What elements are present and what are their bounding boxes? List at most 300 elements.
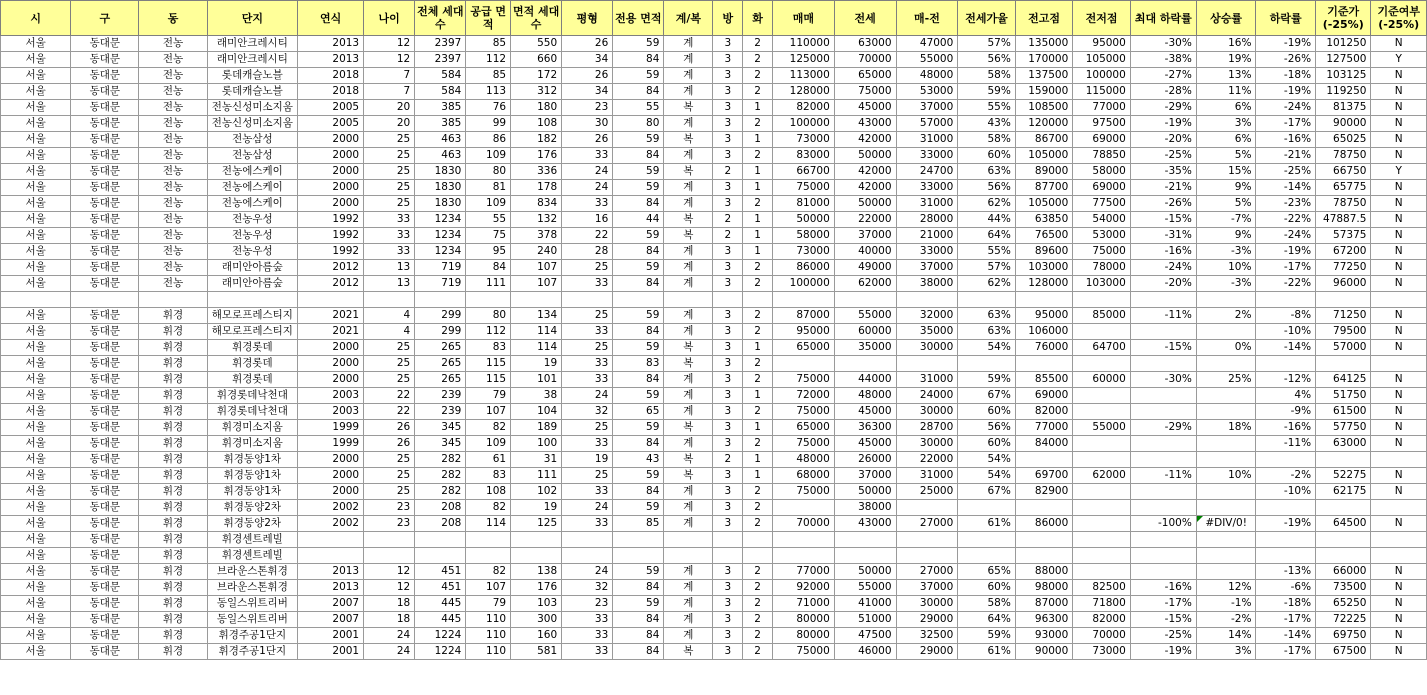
cell-jeonse-price[interactable]: 62000 bbox=[834, 276, 896, 292]
cell-si[interactable]: 서울 bbox=[1, 324, 71, 340]
cell-year-built[interactable]: 2000 bbox=[298, 180, 364, 196]
cell-baths[interactable]: 2 bbox=[743, 436, 773, 452]
cell-baths[interactable]: 2 bbox=[743, 36, 773, 52]
cell-age[interactable]: 18 bbox=[364, 612, 415, 628]
cell-si[interactable]: 서울 bbox=[1, 516, 71, 532]
cell-max-drop-rate[interactable]: -100% bbox=[1130, 516, 1196, 532]
cell-base-flag[interactable]: N bbox=[1371, 260, 1427, 276]
cell-year-built[interactable]: 2000 bbox=[298, 356, 364, 372]
cell-peak-price[interactable]: 89600 bbox=[1015, 244, 1073, 260]
cell-drop-rate[interactable]: -10% bbox=[1256, 324, 1316, 340]
cell-trough-price[interactable]: 71800 bbox=[1073, 596, 1131, 612]
cell-jeonse-price[interactable]: 45000 bbox=[834, 436, 896, 452]
cell-jeonse-ratio[interactable] bbox=[958, 356, 1016, 372]
cell-year-built[interactable]: 2007 bbox=[298, 612, 364, 628]
cell-sale-jeonse-gap[interactable]: 28700 bbox=[896, 420, 958, 436]
cell-total-households[interactable]: 719 bbox=[415, 260, 466, 276]
cell-supply-area[interactable]: 83 bbox=[466, 340, 511, 356]
cell-sale-jeonse-gap[interactable]: 31000 bbox=[896, 132, 958, 148]
cell-jeonse-price[interactable]: 35000 bbox=[834, 340, 896, 356]
cell-age[interactable]: 25 bbox=[364, 340, 415, 356]
cell-sale-jeonse-gap[interactable]: 29000 bbox=[896, 644, 958, 660]
cell-sale-jeonse-gap[interactable] bbox=[896, 532, 958, 548]
cell-age[interactable] bbox=[364, 292, 415, 308]
cell-supply-area[interactable] bbox=[466, 548, 511, 564]
cell-rise-rate[interactable] bbox=[1196, 404, 1256, 420]
cell-base-price[interactable]: 65775 bbox=[1316, 180, 1371, 196]
cell-rise-rate[interactable]: 5% bbox=[1196, 196, 1256, 212]
cell-gu[interactable]: 동대문 bbox=[71, 564, 139, 580]
cell-dong[interactable]: 휘경 bbox=[139, 596, 207, 612]
cell-total-households[interactable]: 1234 bbox=[415, 212, 466, 228]
cell-type[interactable]: 계 bbox=[664, 484, 713, 500]
cell-complex[interactable]: 휘경센트레빌 bbox=[207, 548, 298, 564]
cell-gu[interactable]: 동대문 bbox=[71, 52, 139, 68]
cell-pyeong[interactable]: 33 bbox=[562, 436, 613, 452]
cell-total-households[interactable]: 208 bbox=[415, 516, 466, 532]
cell-exclusive-area[interactable]: 59 bbox=[613, 228, 664, 244]
cell-drop-rate[interactable]: -18% bbox=[1256, 68, 1316, 84]
cell-pyeong[interactable]: 26 bbox=[562, 36, 613, 52]
cell-drop-rate[interactable]: -19% bbox=[1256, 36, 1316, 52]
cell-supply-area[interactable]: 80 bbox=[466, 308, 511, 324]
cell-year-built[interactable]: 2012 bbox=[298, 260, 364, 276]
cell-age[interactable]: 25 bbox=[364, 196, 415, 212]
cell-supply-area[interactable]: 80 bbox=[466, 164, 511, 180]
cell-gu[interactable]: 동대문 bbox=[71, 404, 139, 420]
cell-year-built[interactable]: 2013 bbox=[298, 580, 364, 596]
cell-area-households[interactable]: 108 bbox=[511, 116, 562, 132]
cell-jeonse-ratio[interactable]: 64% bbox=[958, 228, 1016, 244]
cell-si[interactable]: 서울 bbox=[1, 308, 71, 324]
cell-supply-area[interactable]: 76 bbox=[466, 100, 511, 116]
cell-sale-price[interactable]: 71000 bbox=[773, 596, 835, 612]
cell-jeonse-price[interactable]: 48000 bbox=[834, 388, 896, 404]
cell-max-drop-rate[interactable]: -38% bbox=[1130, 52, 1196, 68]
cell-dong[interactable]: 휘경 bbox=[139, 468, 207, 484]
cell-jeonse-price[interactable]: 26000 bbox=[834, 452, 896, 468]
cell-year-built[interactable]: 2001 bbox=[298, 628, 364, 644]
cell-base-price[interactable]: 65250 bbox=[1316, 596, 1371, 612]
cell-baths[interactable]: 1 bbox=[743, 180, 773, 196]
cell-peak-price[interactable] bbox=[1015, 292, 1073, 308]
cell-sale-price[interactable] bbox=[773, 356, 835, 372]
cell-total-households[interactable]: 208 bbox=[415, 500, 466, 516]
cell-si[interactable]: 서울 bbox=[1, 564, 71, 580]
cell-si[interactable]: 서울 bbox=[1, 164, 71, 180]
cell-complex[interactable]: 브라운스톤휘경 bbox=[207, 580, 298, 596]
cell-complex[interactable]: 휘경주공1단지 bbox=[207, 644, 298, 660]
cell-year-built[interactable]: 2003 bbox=[298, 404, 364, 420]
cell-sale-price[interactable]: 75000 bbox=[773, 404, 835, 420]
cell-supply-area[interactable]: 115 bbox=[466, 356, 511, 372]
cell-age[interactable]: 13 bbox=[364, 260, 415, 276]
cell-total-households[interactable]: 451 bbox=[415, 580, 466, 596]
cell-rooms[interactable]: 3 bbox=[713, 484, 743, 500]
cell-area-households[interactable]: 176 bbox=[511, 148, 562, 164]
cell-drop-rate[interactable]: -17% bbox=[1256, 612, 1316, 628]
cell-baths[interactable] bbox=[743, 292, 773, 308]
cell-si[interactable]: 서울 bbox=[1, 116, 71, 132]
cell-pyeong[interactable]: 33 bbox=[562, 612, 613, 628]
cell-sale-jeonse-gap[interactable]: 27000 bbox=[896, 516, 958, 532]
cell-drop-rate[interactable]: -9% bbox=[1256, 404, 1316, 420]
cell-sale-price[interactable]: 65000 bbox=[773, 340, 835, 356]
cell-exclusive-area[interactable]: 59 bbox=[613, 260, 664, 276]
cell-dong[interactable]: 휘경 bbox=[139, 436, 207, 452]
cell-base-price[interactable]: 67200 bbox=[1316, 244, 1371, 260]
cell-area-households[interactable]: 101 bbox=[511, 372, 562, 388]
cell-max-drop-rate[interactable]: -30% bbox=[1130, 372, 1196, 388]
cell-rooms[interactable]: 3 bbox=[713, 372, 743, 388]
cell-rise-rate[interactable]: 6% bbox=[1196, 100, 1256, 116]
cell-supply-area[interactable]: 108 bbox=[466, 484, 511, 500]
cell-dong[interactable]: 휘경 bbox=[139, 612, 207, 628]
cell-sale-jeonse-gap[interactable]: 37000 bbox=[896, 260, 958, 276]
cell-jeonse-price[interactable]: 37000 bbox=[834, 228, 896, 244]
cell-peak-price[interactable]: 86000 bbox=[1015, 516, 1073, 532]
cell-gu[interactable]: 동대문 bbox=[71, 116, 139, 132]
cell-type[interactable]: 계 bbox=[664, 276, 713, 292]
cell-drop-rate[interactable]: -24% bbox=[1256, 100, 1316, 116]
cell-baths[interactable] bbox=[743, 532, 773, 548]
cell-supply-area[interactable]: 110 bbox=[466, 612, 511, 628]
cell-sale-jeonse-gap[interactable]: 47000 bbox=[896, 36, 958, 52]
cell-sale-price[interactable]: 68000 bbox=[773, 468, 835, 484]
cell-total-households[interactable]: 584 bbox=[415, 68, 466, 84]
cell-area-households[interactable]: 240 bbox=[511, 244, 562, 260]
cell-sale-jeonse-gap[interactable]: 29000 bbox=[896, 612, 958, 628]
cell-supply-area[interactable]: 109 bbox=[466, 148, 511, 164]
cell-base-flag[interactable]: N bbox=[1371, 244, 1427, 260]
header-si[interactable]: 시 bbox=[1, 1, 71, 36]
cell-year-built[interactable]: 2013 bbox=[298, 52, 364, 68]
cell-sale-price[interactable]: 73000 bbox=[773, 132, 835, 148]
cell-gu[interactable]: 동대문 bbox=[71, 516, 139, 532]
cell-jeonse-price[interactable]: 40000 bbox=[834, 244, 896, 260]
cell-rise-rate[interactable] bbox=[1196, 532, 1256, 548]
cell-sale-jeonse-gap[interactable]: 28000 bbox=[896, 212, 958, 228]
cell-drop-rate[interactable]: -19% bbox=[1256, 84, 1316, 100]
cell-gu[interactable]: 동대문 bbox=[71, 36, 139, 52]
cell-si[interactable]: 서울 bbox=[1, 180, 71, 196]
cell-area-households[interactable]: 138 bbox=[511, 564, 562, 580]
cell-drop-rate[interactable]: -2% bbox=[1256, 468, 1316, 484]
cell-type[interactable]: 계 bbox=[664, 116, 713, 132]
header-drop-rate[interactable]: 하락률 bbox=[1256, 1, 1316, 36]
cell-dong[interactable]: 전농 bbox=[139, 116, 207, 132]
cell-sale-price[interactable]: 75000 bbox=[773, 436, 835, 452]
cell-total-households[interactable]: 1830 bbox=[415, 196, 466, 212]
cell-rise-rate[interactable]: -2% bbox=[1196, 612, 1256, 628]
cell-total-households[interactable]: 282 bbox=[415, 484, 466, 500]
cell-base-price[interactable] bbox=[1316, 356, 1371, 372]
cell-dong[interactable]: 휘경 bbox=[139, 308, 207, 324]
cell-total-households[interactable]: 463 bbox=[415, 148, 466, 164]
cell-area-households[interactable]: 103 bbox=[511, 596, 562, 612]
cell-jeonse-price[interactable] bbox=[834, 356, 896, 372]
cell-base-flag[interactable]: N bbox=[1371, 132, 1427, 148]
header-gu[interactable]: 구 bbox=[71, 1, 139, 36]
cell-gu[interactable]: 동대문 bbox=[71, 84, 139, 100]
cell-rise-rate[interactable]: 13% bbox=[1196, 68, 1256, 84]
cell-max-drop-rate[interactable] bbox=[1130, 564, 1196, 580]
cell-jeonse-ratio[interactable]: 60% bbox=[958, 148, 1016, 164]
cell-type[interactable]: 계 bbox=[664, 36, 713, 52]
cell-jeonse-price[interactable]: 42000 bbox=[834, 164, 896, 180]
cell-supply-area[interactable]: 61 bbox=[466, 452, 511, 468]
cell-pyeong[interactable]: 25 bbox=[562, 420, 613, 436]
cell-year-built[interactable]: 2000 bbox=[298, 132, 364, 148]
header-pyeong[interactable]: 평형 bbox=[562, 1, 613, 36]
cell-area-households[interactable]: 178 bbox=[511, 180, 562, 196]
cell-year-built[interactable]: 2000 bbox=[298, 196, 364, 212]
cell-age[interactable]: 12 bbox=[364, 52, 415, 68]
cell-sale-price[interactable]: 58000 bbox=[773, 228, 835, 244]
cell-dong[interactable]: 휘경 bbox=[139, 580, 207, 596]
cell-total-households[interactable]: 1830 bbox=[415, 180, 466, 196]
cell-drop-rate[interactable] bbox=[1256, 532, 1316, 548]
cell-dong[interactable]: 휘경 bbox=[139, 500, 207, 516]
cell-base-flag[interactable]: N bbox=[1371, 388, 1427, 404]
cell-rooms[interactable]: 3 bbox=[713, 628, 743, 644]
cell-base-price[interactable]: 47887.5 bbox=[1316, 212, 1371, 228]
cell-peak-price[interactable]: 69700 bbox=[1015, 468, 1073, 484]
cell-si[interactable]: 서울 bbox=[1, 500, 71, 516]
cell-trough-price[interactable]: 69000 bbox=[1073, 132, 1131, 148]
cell-pyeong[interactable] bbox=[562, 548, 613, 564]
cell-baths[interactable]: 2 bbox=[743, 404, 773, 420]
cell-jeonse-price[interactable]: 45000 bbox=[834, 100, 896, 116]
cell-gu[interactable]: 동대문 bbox=[71, 548, 139, 564]
cell-year-built[interactable]: 2005 bbox=[298, 116, 364, 132]
cell-drop-rate[interactable]: -26% bbox=[1256, 52, 1316, 68]
cell-rooms[interactable]: 2 bbox=[713, 164, 743, 180]
cell-base-flag[interactable]: Y bbox=[1371, 164, 1427, 180]
cell-supply-area[interactable]: 85 bbox=[466, 68, 511, 84]
cell-area-households[interactable]: 111 bbox=[511, 468, 562, 484]
cell-age[interactable]: 7 bbox=[364, 84, 415, 100]
cell-jeonse-ratio[interactable]: 56% bbox=[958, 180, 1016, 196]
cell-jeonse-ratio[interactable]: 63% bbox=[958, 308, 1016, 324]
cell-jeonse-price[interactable]: 50000 bbox=[834, 484, 896, 500]
cell-jeonse-price[interactable]: 42000 bbox=[834, 180, 896, 196]
cell-pyeong[interactable]: 33 bbox=[562, 148, 613, 164]
cell-peak-price[interactable]: 86700 bbox=[1015, 132, 1073, 148]
cell-jeonse-price[interactable]: 50000 bbox=[834, 148, 896, 164]
cell-si[interactable]: 서울 bbox=[1, 132, 71, 148]
cell-jeonse-price[interactable] bbox=[834, 532, 896, 548]
cell-gu[interactable]: 동대문 bbox=[71, 196, 139, 212]
cell-year-built[interactable]: 2018 bbox=[298, 84, 364, 100]
cell-exclusive-area[interactable]: 84 bbox=[613, 52, 664, 68]
cell-base-price[interactable]: 52275 bbox=[1316, 468, 1371, 484]
cell-type[interactable]: 계 bbox=[664, 180, 713, 196]
cell-rise-rate[interactable] bbox=[1196, 292, 1256, 308]
cell-rooms[interactable]: 3 bbox=[713, 100, 743, 116]
cell-complex[interactable]: 휘경미소지움 bbox=[207, 436, 298, 452]
cell-rise-rate[interactable]: 11% bbox=[1196, 84, 1256, 100]
cell-jeonse-ratio[interactable]: 54% bbox=[958, 468, 1016, 484]
cell-gu[interactable]: 동대문 bbox=[71, 260, 139, 276]
cell-area-households[interactable]: 189 bbox=[511, 420, 562, 436]
cell-dong[interactable]: 휘경 bbox=[139, 356, 207, 372]
cell-year-built[interactable]: 1999 bbox=[298, 420, 364, 436]
cell-trough-price[interactable]: 77500 bbox=[1073, 196, 1131, 212]
cell-base-flag[interactable]: N bbox=[1371, 580, 1427, 596]
cell-dong[interactable]: 휘경 bbox=[139, 644, 207, 660]
cell-baths[interactable]: 2 bbox=[743, 68, 773, 84]
cell-baths[interactable]: 1 bbox=[743, 132, 773, 148]
cell-year-built[interactable]: 2000 bbox=[298, 484, 364, 500]
cell-drop-rate[interactable]: -17% bbox=[1256, 260, 1316, 276]
cell-year-built[interactable]: 2021 bbox=[298, 308, 364, 324]
cell-rooms[interactable]: 3 bbox=[713, 132, 743, 148]
cell-supply-area[interactable]: 110 bbox=[466, 628, 511, 644]
cell-age[interactable]: 26 bbox=[364, 436, 415, 452]
cell-baths[interactable]: 2 bbox=[743, 356, 773, 372]
cell-trough-price[interactable]: 100000 bbox=[1073, 68, 1131, 84]
cell-pyeong[interactable]: 33 bbox=[562, 644, 613, 660]
cell-drop-rate[interactable]: -12% bbox=[1256, 372, 1316, 388]
cell-sale-price[interactable]: 75000 bbox=[773, 180, 835, 196]
cell-sale-price[interactable]: 125000 bbox=[773, 52, 835, 68]
cell-pyeong[interactable]: 33 bbox=[562, 372, 613, 388]
cell-gu[interactable]: 동대문 bbox=[71, 340, 139, 356]
cell-sale-jeonse-gap[interactable]: 37000 bbox=[896, 100, 958, 116]
cell-total-households[interactable]: 445 bbox=[415, 612, 466, 628]
cell-area-households[interactable]: 378 bbox=[511, 228, 562, 244]
cell-rise-rate[interactable]: -3% bbox=[1196, 276, 1256, 292]
cell-rise-rate[interactable] bbox=[1196, 452, 1256, 468]
cell-dong[interactable]: 전농 bbox=[139, 228, 207, 244]
cell-base-flag[interactable]: Y bbox=[1371, 52, 1427, 68]
cell-baths[interactable]: 2 bbox=[743, 596, 773, 612]
cell-base-flag[interactable] bbox=[1371, 548, 1427, 564]
cell-age[interactable]: 24 bbox=[364, 628, 415, 644]
cell-rooms[interactable]: 3 bbox=[713, 388, 743, 404]
cell-sale-price[interactable] bbox=[773, 548, 835, 564]
cell-jeonse-price[interactable]: 41000 bbox=[834, 596, 896, 612]
cell-exclusive-area[interactable]: 65 bbox=[613, 404, 664, 420]
cell-max-drop-rate[interactable]: -27% bbox=[1130, 68, 1196, 84]
cell-pyeong[interactable]: 33 bbox=[562, 356, 613, 372]
cell-sale-jeonse-gap[interactable]: 33000 bbox=[896, 244, 958, 260]
cell-dong[interactable]: 휘경 bbox=[139, 372, 207, 388]
cell-si[interactable]: 서울 bbox=[1, 420, 71, 436]
header-complex[interactable]: 단지 bbox=[207, 1, 298, 36]
cell-jeonse-price[interactable]: 75000 bbox=[834, 84, 896, 100]
cell-si[interactable]: 서울 bbox=[1, 388, 71, 404]
cell-max-drop-rate[interactable]: -31% bbox=[1130, 228, 1196, 244]
cell-dong[interactable]: 휘경 bbox=[139, 484, 207, 500]
cell-peak-price[interactable]: 85500 bbox=[1015, 372, 1073, 388]
cell-pyeong[interactable]: 24 bbox=[562, 564, 613, 580]
cell-rooms[interactable] bbox=[713, 292, 743, 308]
cell-max-drop-rate[interactable]: -16% bbox=[1130, 244, 1196, 260]
header-exclusive-area[interactable]: 전용 면적 bbox=[613, 1, 664, 36]
cell-base-flag[interactable] bbox=[1371, 292, 1427, 308]
cell-sale-price[interactable]: 75000 bbox=[773, 644, 835, 660]
cell-dong[interactable] bbox=[139, 292, 207, 308]
cell-base-price[interactable]: 71250 bbox=[1316, 308, 1371, 324]
cell-base-price[interactable]: 119250 bbox=[1316, 84, 1371, 100]
cell-area-households[interactable]: 125 bbox=[511, 516, 562, 532]
cell-sale-jeonse-gap[interactable]: 24000 bbox=[896, 388, 958, 404]
cell-pyeong[interactable]: 23 bbox=[562, 596, 613, 612]
cell-peak-price[interactable]: 137500 bbox=[1015, 68, 1073, 84]
cell-sale-price[interactable]: 73000 bbox=[773, 244, 835, 260]
cell-type[interactable]: 계 bbox=[664, 388, 713, 404]
cell-trough-price[interactable]: 75000 bbox=[1073, 244, 1131, 260]
cell-pyeong[interactable]: 19 bbox=[562, 452, 613, 468]
cell-trough-price[interactable]: 82500 bbox=[1073, 580, 1131, 596]
cell-rooms[interactable]: 3 bbox=[713, 356, 743, 372]
cell-trough-price[interactable] bbox=[1073, 548, 1131, 564]
cell-base-flag[interactable] bbox=[1371, 356, 1427, 372]
cell-type[interactable] bbox=[664, 292, 713, 308]
cell-base-price[interactable]: 63000 bbox=[1316, 436, 1371, 452]
cell-jeonse-ratio[interactable]: 60% bbox=[958, 404, 1016, 420]
cell-max-drop-rate[interactable]: -19% bbox=[1130, 116, 1196, 132]
cell-rooms[interactable]: 3 bbox=[713, 36, 743, 52]
cell-year-built[interactable] bbox=[298, 548, 364, 564]
cell-age[interactable]: 23 bbox=[364, 516, 415, 532]
cell-pyeong[interactable]: 33 bbox=[562, 628, 613, 644]
cell-complex[interactable]: 휘경동양1차 bbox=[207, 484, 298, 500]
cell-gu[interactable]: 동대문 bbox=[71, 132, 139, 148]
header-age[interactable]: 나이 bbox=[364, 1, 415, 36]
cell-trough-price[interactable]: 69000 bbox=[1073, 180, 1131, 196]
cell-year-built[interactable]: 2002 bbox=[298, 516, 364, 532]
cell-si[interactable]: 서울 bbox=[1, 356, 71, 372]
cell-exclusive-area[interactable]: 55 bbox=[613, 100, 664, 116]
cell-jeonse-ratio[interactable]: 58% bbox=[958, 596, 1016, 612]
cell-max-drop-rate[interactable]: -11% bbox=[1130, 308, 1196, 324]
cell-jeonse-price[interactable]: 38000 bbox=[834, 500, 896, 516]
cell-exclusive-area[interactable]: 59 bbox=[613, 308, 664, 324]
cell-baths[interactable]: 1 bbox=[743, 388, 773, 404]
cell-exclusive-area[interactable] bbox=[613, 532, 664, 548]
cell-sale-jeonse-gap[interactable]: 30000 bbox=[896, 596, 958, 612]
cell-drop-rate[interactable]: -14% bbox=[1256, 340, 1316, 356]
cell-baths[interactable]: 1 bbox=[743, 228, 773, 244]
cell-supply-area[interactable]: 110 bbox=[466, 644, 511, 660]
cell-baths[interactable] bbox=[743, 548, 773, 564]
cell-peak-price[interactable]: 135000 bbox=[1015, 36, 1073, 52]
cell-sale-jeonse-gap[interactable]: 33000 bbox=[896, 180, 958, 196]
cell-supply-area[interactable]: 55 bbox=[466, 212, 511, 228]
cell-peak-price[interactable]: 103000 bbox=[1015, 260, 1073, 276]
cell-supply-area[interactable]: 109 bbox=[466, 436, 511, 452]
cell-type[interactable]: 계 bbox=[664, 148, 713, 164]
cell-jeonse-ratio[interactable]: 56% bbox=[958, 420, 1016, 436]
cell-drop-rate[interactable]: -11% bbox=[1256, 436, 1316, 452]
cell-year-built[interactable]: 1992 bbox=[298, 244, 364, 260]
cell-area-households[interactable]: 132 bbox=[511, 212, 562, 228]
cell-area-households[interactable]: 38 bbox=[511, 388, 562, 404]
cell-max-drop-rate[interactable] bbox=[1130, 436, 1196, 452]
cell-trough-price[interactable]: 97500 bbox=[1073, 116, 1131, 132]
cell-baths[interactable]: 2 bbox=[743, 276, 773, 292]
cell-rooms[interactable]: 3 bbox=[713, 180, 743, 196]
cell-baths[interactable]: 2 bbox=[743, 580, 773, 596]
cell-jeonse-ratio[interactable]: 65% bbox=[958, 564, 1016, 580]
cell-trough-price[interactable]: 95000 bbox=[1073, 36, 1131, 52]
cell-drop-rate[interactable]: -21% bbox=[1256, 148, 1316, 164]
cell-total-households[interactable]: 1234 bbox=[415, 228, 466, 244]
cell-area-households[interactable]: 312 bbox=[511, 84, 562, 100]
